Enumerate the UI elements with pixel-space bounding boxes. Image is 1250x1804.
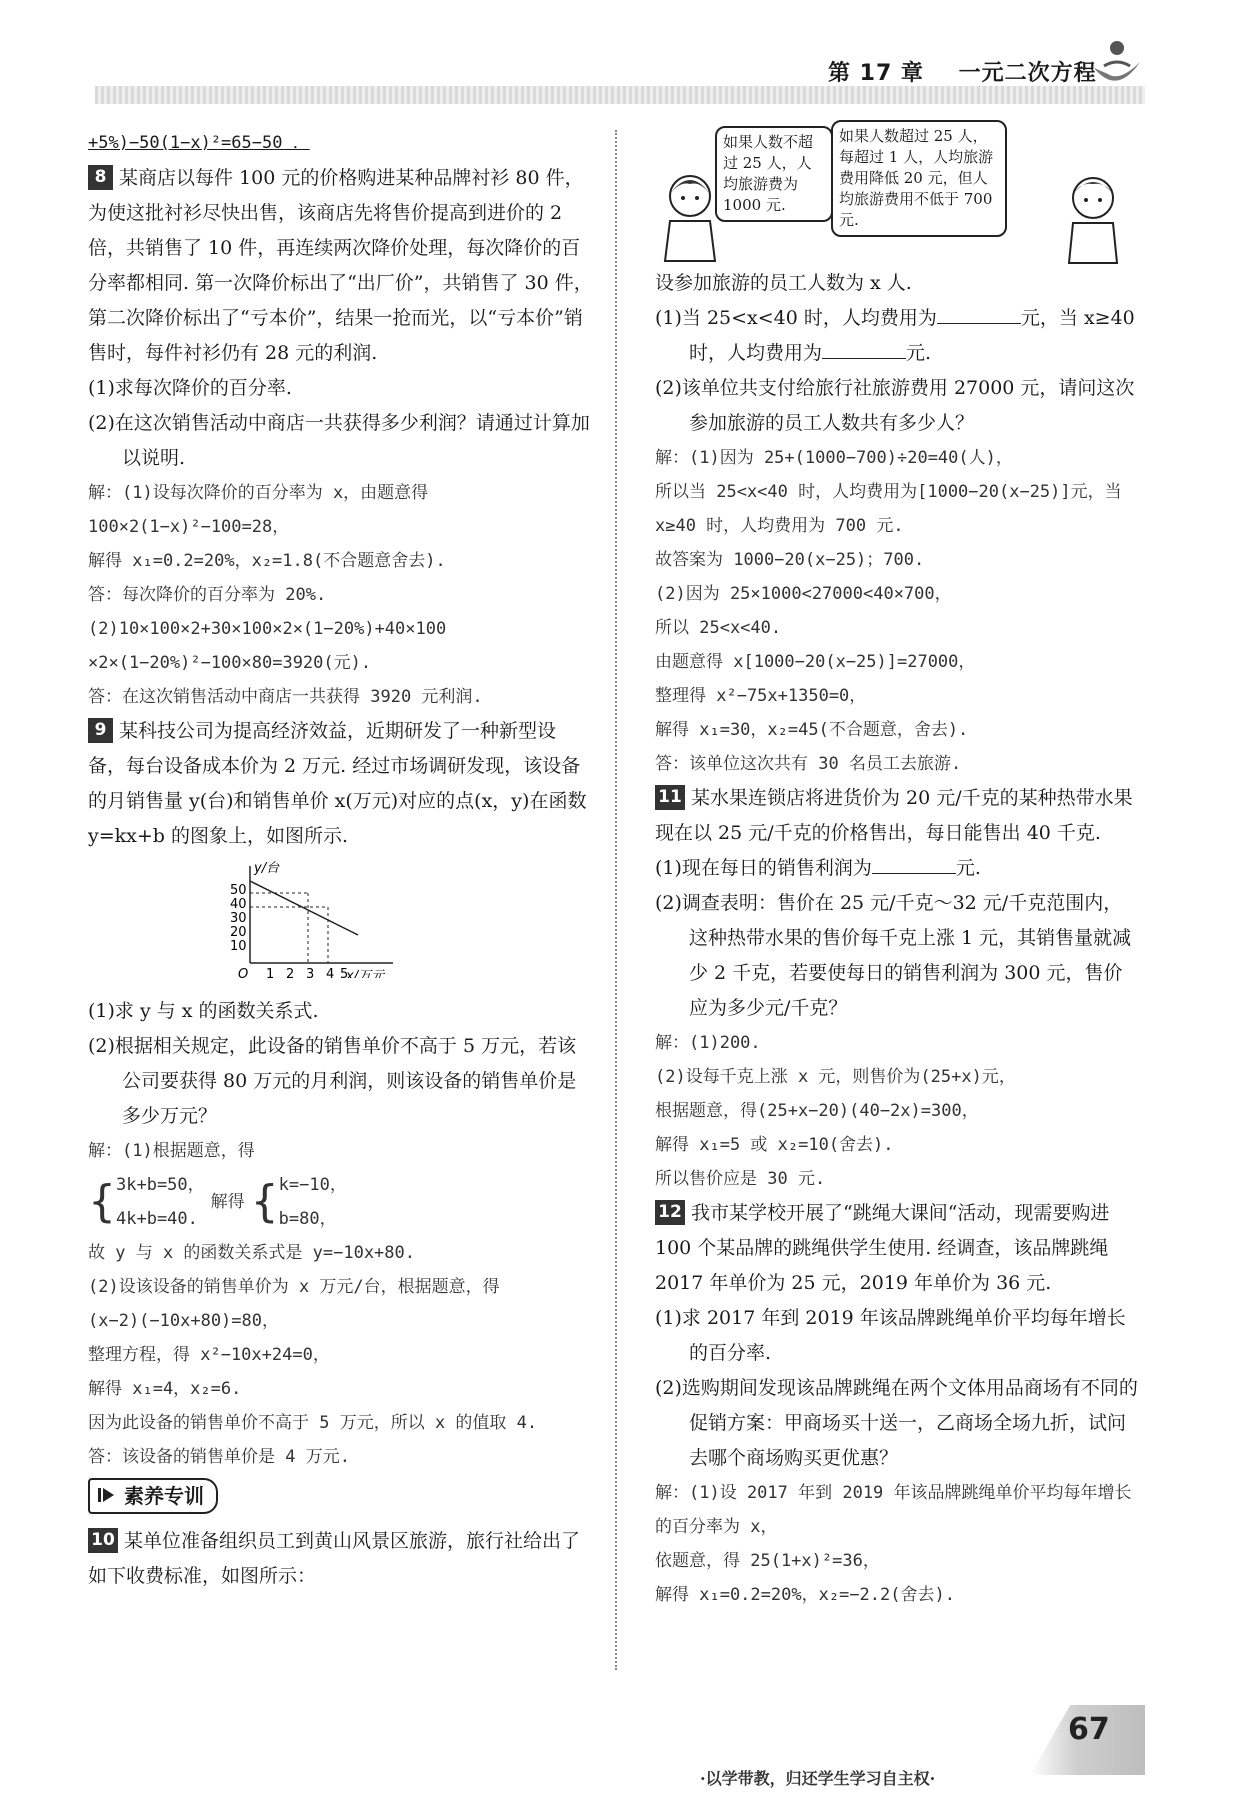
graph-ytick: 10 xyxy=(230,939,247,954)
page-number: 67 xyxy=(1068,1712,1110,1747)
brace-icon: { xyxy=(88,1176,116,1227)
question-8 xyxy=(88,161,593,714)
answer-line: 由题意得 x[1000−20(x−25)]=27000， xyxy=(655,652,976,672)
answer-line: 解：(1)设 2017 年到 2019 年该品牌跳绳单价平均每年增长的百分率为 x， xyxy=(655,1483,1132,1537)
answer-line: 解：(1)200. xyxy=(655,1033,761,1053)
graph-y-label: y/台 xyxy=(254,861,280,876)
answer-block xyxy=(655,441,1140,781)
answer-block xyxy=(88,1236,593,1474)
header-band xyxy=(95,86,1145,104)
answer-line: 解：(1)设每次降价的百分率为 x，由题意得 xyxy=(88,483,429,503)
answer-line: 因为此设备的销售单价不高于 5 万元，所以 x 的值取 4. xyxy=(88,1413,538,1433)
question-text: 我市某学校开展了“跳绳大课间“活动，现需要购进 100 个某品牌的跳绳供学生使用. 经调查，该品牌跳绳 2017 年单价为 25 元，2019 年单价为 36 元. xyxy=(655,1202,1110,1294)
sub-text: 元. xyxy=(955,857,981,879)
graph-ytick: 50 xyxy=(230,883,247,898)
arrow-icon xyxy=(98,1486,116,1504)
answer-line: 整理得 x²−75x+1350=0， xyxy=(655,686,867,706)
graph-xtick: 5 xyxy=(340,967,349,978)
section-title: 素养专训 xyxy=(124,1484,204,1508)
chapter-header xyxy=(828,56,1097,87)
graph-xtick: 4 xyxy=(326,967,335,978)
question-number: 12 xyxy=(655,1200,685,1225)
previous-answer-line: +5%)−50(1−x)²=65−50 ． xyxy=(88,133,310,153)
answer-line: (x−2)(−10x+80)=80， xyxy=(88,1311,279,1331)
sub-question-2: (2)在这次销售活动中商店一共获得多少利润？请通过计算加以说明. xyxy=(88,412,590,469)
graph-xtick: 1 xyxy=(266,967,275,978)
left-column xyxy=(88,126,593,1594)
graph-origin: O xyxy=(238,967,249,978)
chapter-number: 第 17 章 xyxy=(828,61,924,86)
answer-line: 解得 x₁=0.2=20%，x₂=1.8(不合题意舍去). xyxy=(88,551,446,571)
footer-motto: ·以学带教，归还学生学习自主权· xyxy=(700,1769,936,1788)
answer-line: 故答案为 1000−20(x−25)；700. xyxy=(655,550,925,570)
question-number: 9 xyxy=(88,718,113,743)
graph-xtick: 3 xyxy=(306,967,315,978)
answer-line: 100×2(1−x)²−100=28， xyxy=(88,517,290,537)
question-12 xyxy=(655,1196,1140,1612)
brace-icon: { xyxy=(250,1176,279,1227)
sub-text: 元. xyxy=(906,342,932,364)
question-number: 10 xyxy=(88,1528,118,1553)
question-10 xyxy=(88,1524,593,1594)
right-column xyxy=(655,126,1140,1612)
graph-ytick: 20 xyxy=(230,925,247,940)
question-9 xyxy=(88,714,593,1474)
graph-xtick: 2 xyxy=(286,967,295,978)
illustration xyxy=(655,126,1140,266)
solve-word: 解得 xyxy=(210,1192,245,1212)
answer-line: 答：该单位这次共有 30 名员工去旅游. xyxy=(655,754,962,774)
sub-question-1: (1)求 y 与 x 的函数关系式. xyxy=(88,1000,319,1022)
answer-line: 所以 25<x<40. xyxy=(655,618,782,638)
sub-question-1: (1)求 2017 年到 2019 年该品牌跳绳单价平均每年增长的百分率. xyxy=(655,1307,1126,1364)
chapter-title: 一元二次方程 xyxy=(958,61,1097,86)
answer-block xyxy=(655,1476,1140,1612)
answer-line: 故 y 与 x 的函数关系式是 y=−10x+80. xyxy=(88,1243,415,1263)
system-eq: 3k+b=50， xyxy=(116,1175,205,1195)
sub-text: 元，当 x≥40 时，人均费用为 xyxy=(689,307,1135,364)
logo-icon xyxy=(1090,38,1144,96)
sub-question-1 xyxy=(655,301,1140,371)
answer-line: (2)设每千克上涨 x 元，则售价为(25+x)元， xyxy=(655,1067,1016,1087)
sub-question-2: (2)根据相关规定，此设备的销售单价不高于 5 万元，若该公司要获得 80 万元的月利润，则该设备的销售单价是多少万元？ xyxy=(88,1035,577,1127)
question-text: 某科技公司为提高经济效益，近期研发了一种新型设备，每台设备成本价为 2 万元. 经过市场调研发现，该设备的月销售量 y(台)和销售单价 x(万元)对应的点(x，y)在函数 y=kx+b 的图象上，如图所示. xyxy=(88,720,587,847)
answer-line: 解得 x₁=5 或 x₂=10(舍去). xyxy=(655,1135,894,1155)
graph-line xyxy=(250,881,358,935)
question-text: 某单位准备组织员工到黄山风景区旅游，旅行社给出了如下收费标准，如图所示： xyxy=(88,1530,581,1587)
answer-line: 所以售价应是 30 元. xyxy=(655,1169,826,1189)
answer-line: 整理方程，得 x²−10x+24=0， xyxy=(88,1345,330,1365)
speech-bubble-2: 如果人数超过 25 人，每超过 1 人，人均旅游费用降低 20 元，但人均旅游费用不低于 700 元. xyxy=(831,120,1007,237)
boy-figure-icon xyxy=(1055,168,1130,268)
system-eq: 4k+b=40. xyxy=(116,1209,198,1229)
question-number: 8 xyxy=(88,165,113,190)
graph-ytick: 30 xyxy=(230,911,247,926)
answer-line: 依题意，得 25(1+x)²=36， xyxy=(655,1551,880,1571)
speech-bubble-1: 如果人数不超过 25 人，人均旅游费为 1000 元. xyxy=(715,126,833,222)
sub-question-2: (2)调查表明：售价在 25 元/千克～32 元/千克范围内，这种热带水果的售价每千克上涨 1 元，其销售量就减少 2 千克，若要使每日的销售利润为 300 元，售价应为多少元/千克？ xyxy=(655,892,1132,1019)
answer-line: 答：每次降价的百分率为 20%. xyxy=(88,585,327,605)
answer-line: 答：该设备的销售单价是 4 万元. xyxy=(88,1447,350,1467)
function-graph xyxy=(228,858,398,978)
sub-text: (1)当 25<x<40 时，人均费用为 xyxy=(655,307,937,329)
graph-x-label: x/万元 xyxy=(346,969,385,978)
question-text: 某商店以每件 100 元的价格购进某种品牌衬衫 80 件，为使这批衬衫尽快出售，该商店先将售价提高到进价的 2 倍，共销售了 10 件，再连续两次降价处理，每次降价的百分率都相同. 第一次降价标出了“出厂价”，共销售了 30 件，第二次降价标出了“亏本价”，结果一抢而光，以“亏本价”销售时，每件衬衫仍有 28 元的利润. xyxy=(88,167,593,364)
answer-block xyxy=(88,476,593,714)
equation-system xyxy=(88,1168,593,1236)
question-11 xyxy=(655,781,1140,1196)
answer-line: 答：在这次销售活动中商店一共获得 3920 元利润. xyxy=(88,687,483,707)
answer-line: 解得 x₁=4，x₂=6. xyxy=(88,1379,242,1399)
answer-line: 解：(1)根据题意，得 xyxy=(88,1141,255,1161)
answer-line: 解得 x₁=30，x₂=45(不合题意，舍去). xyxy=(655,720,969,740)
sub-question-2: (2)选购期间发现该品牌跳绳在两个文体用品商场有不同的促销方案：甲商场买十送一，乙商场全场九折，试问去哪个商场购买更优惠？ xyxy=(655,1377,1138,1469)
section-heading xyxy=(88,1478,593,1522)
answer-line: (2)10×100×2+30×100×2×(1−20%)+40×100 xyxy=(88,619,447,639)
answer-line: ×2×(1−20%)²−100×80=3920(元). xyxy=(88,653,372,673)
column-divider xyxy=(615,130,617,1670)
sub-question-1: (1)求每次降价的百分率. xyxy=(88,377,292,399)
answer-line: 解得 x₁=0.2=20%，x₂=−2.2(舍去). xyxy=(655,1585,955,1605)
answer-blank[interactable] xyxy=(937,305,1021,324)
answer-line: (2)因为 25×1000<27000<40×700， xyxy=(655,584,952,604)
system-solution: k=−10， xyxy=(278,1175,347,1195)
question-text: 某水果连锁店将进货价为 20 元/千克的某种热带水果现在以 25 元/千克的价格售出，每日能售出 40 千克. xyxy=(655,787,1133,844)
answer-line: 解：(1)因为 25+(1000−700)÷20=40(人)， xyxy=(655,448,1013,468)
sub-question-2: (2)该单位共支付给旅行社旅游费用 27000 元，请问这次参加旅游的员工人数共有多少人？ xyxy=(655,377,1135,434)
sub-text: (1)现在每日的销售利润为 xyxy=(655,857,872,879)
answer-line: 所以当 25<x<40 时，人均费用为[1000−20(x−25)]元，当 x≥40 时，人均费用为 700 元. xyxy=(655,482,1122,536)
question-text: 设参加旅游的员工人数为 x 人. xyxy=(655,272,912,294)
answer-blank[interactable] xyxy=(872,855,956,874)
answer-line: (2)设该设备的销售单价为 x 万元/台，根据题意，得 xyxy=(88,1277,500,1297)
system-solution: b=80， xyxy=(278,1209,337,1229)
sub-question-1 xyxy=(655,851,1140,886)
answer-line: 根据题意，得(25+x−20)(40−2x)=300， xyxy=(655,1101,979,1121)
graph-ytick: 40 xyxy=(230,897,247,912)
answer-blank[interactable] xyxy=(822,340,906,359)
question-number: 11 xyxy=(655,785,685,810)
answer-block xyxy=(655,1026,1140,1196)
